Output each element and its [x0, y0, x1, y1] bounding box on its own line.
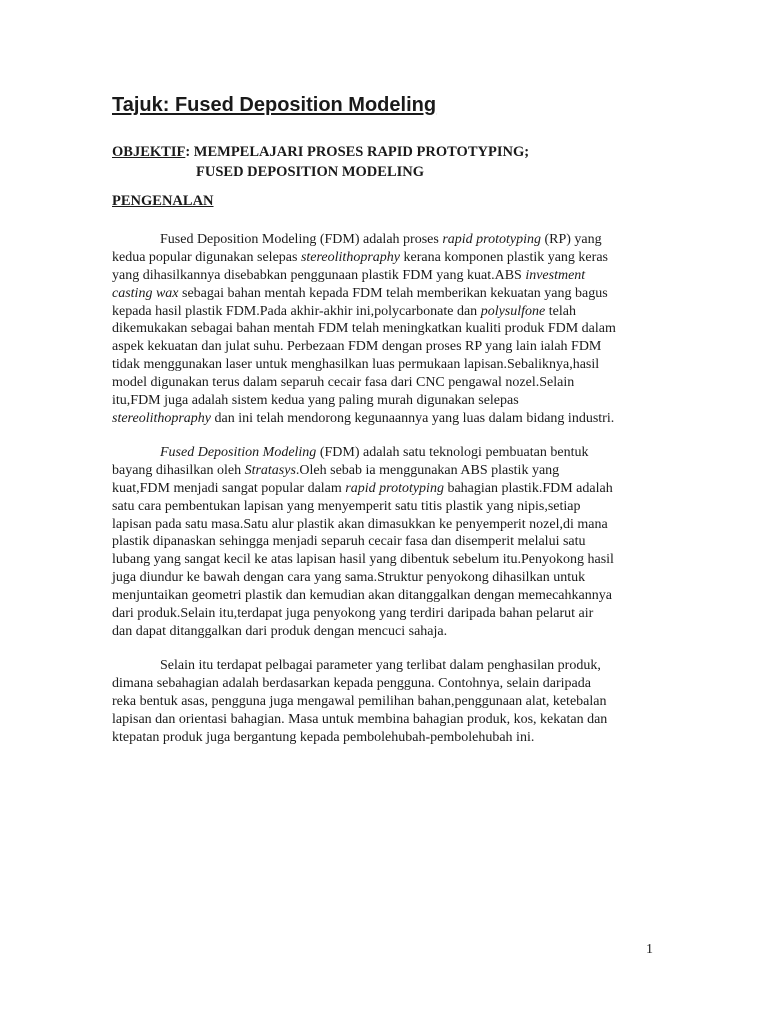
text-line: lubang yang sangat kecil ke atas lapisan hasil yang dibentuk sebelum itu.Penyokong hasil	[112, 552, 614, 568]
text-run: telah	[545, 303, 576, 319]
text-line: Selain itu terdapat pelbagai parameter yang terlibat dalam penghasilan produk,	[160, 658, 601, 673]
italic-term: stereolithopraphy	[300, 249, 400, 265]
objective-line-2: FUSED DEPOSITION MODELING	[196, 164, 425, 180]
text-run: dan ini telah mendorong kegunaannya yang luas dalam bidang industri.	[211, 410, 615, 426]
text-line: lapisan pada satu masa.Satu alur plastik akan dimasukkan ke penyemperit nozel,di mana	[112, 516, 608, 532]
text-line	[112, 444, 672, 462]
italic-term: Stratasys	[244, 462, 296, 478]
text-run: yang dihasilkannya disebabkan penggunaan plastik FDM yang kuat.ABS	[112, 267, 526, 283]
text-line	[112, 249, 672, 267]
text-line: ktepatan produk juga bergantung kepada pembolehubah-pembolehubah ini.	[112, 729, 535, 745]
text-line: dikemukakan sebagai bahan mentah FDM telah meningkatkan kualiti produk FDM dalam	[112, 321, 616, 337]
text-line: plastik dipanaskan sehingga menjadi separuh cecair fasa dan disemperit melalui satu	[112, 534, 586, 550]
objective-label: OBJEKTIF	[112, 144, 186, 160]
text-line: satu cara pembentukan lapisan yang menyemperit satu titis plastik yang nipis,setiap	[112, 498, 581, 514]
text-run: kuat,FDM menjadi sangat popular dalam	[112, 480, 346, 496]
text-run: (FDM) adalah satu teknologi pembuatan bentuk	[316, 445, 589, 460]
objective-block	[112, 142, 529, 182]
document-title: Tajuk: Fused Deposition Modeling	[112, 94, 437, 116]
text-line: dan dapat ditanggalkan dari produk dengan mencuci sahaja.	[112, 623, 448, 639]
text-run: sebagai bahan mentah kepada FDM telah memberikan kekuatan yang bagus	[178, 285, 608, 301]
italic-term: stereolithopraphy	[112, 410, 212, 426]
italic-term: investment	[525, 267, 586, 283]
paragraph-3	[112, 657, 672, 746]
text-line: menjuntaikan geometri plastik dan kemudian akan ditanggalkan dengan memecahkannya	[112, 588, 612, 604]
text-line	[112, 231, 672, 249]
objective-text-1: : MEMPELAJARI PROSES RAPID PROTOTYPING;	[185, 144, 530, 160]
text-line	[112, 267, 672, 285]
italic-term: casting wax	[112, 285, 179, 301]
italic-term: Fused Deposition Modeling	[160, 445, 317, 460]
text-line: dimana sebahagian adalah berdasarkan kepada pengguna. Contohnya, selain daripada	[112, 675, 591, 691]
section-heading: PENGENALAN	[112, 193, 214, 209]
text-line: juga diundur ke bawah dengan cara yang sama.Struktur penyokong dihasilkan untuk	[112, 570, 586, 586]
text-run: kedua popular digunakan selepas	[112, 249, 301, 265]
paragraph-2	[112, 444, 672, 641]
text-line: dari produk.Selain itu,terdapat juga penyokong yang terdiri daripada bahan pelarut air	[112, 606, 594, 622]
italic-term: rapid prototyping	[345, 480, 444, 496]
text-run: .Oleh sebab ia menggunakan ABS plastik yang	[295, 462, 560, 478]
italic-term: polysulfone	[480, 303, 546, 319]
text-line	[112, 480, 672, 498]
text-line	[112, 462, 672, 480]
text-line: aspek kekuatan dan julat suhu. Perbezaan FDM dengan proses RP yang lain ialah FDM	[112, 339, 602, 355]
page-number: 1	[646, 942, 653, 957]
text-line	[112, 410, 672, 428]
text-line: model digunakan terus dalam separuh cecair fasa dari CNC pengawal nozel.Selain	[112, 375, 575, 391]
text-line: reka bentuk asas, pengguna juga mengawal pemilihan bahan,penggunaan alat, ketebalan	[112, 693, 607, 709]
objective-line-1	[112, 142, 529, 162]
text-run: bayang dihasilkan oleh	[112, 462, 245, 478]
text-run: kepada hasil plastik FDM.Pada akhir-akhir ini,polycarbonate dan	[112, 303, 481, 319]
italic-term: rapid prototyping	[442, 232, 541, 247]
text-line: tidak menggunakan laser untuk menghasilkan luas permukaan lapisan.Sebaliknya,hasil	[112, 357, 600, 373]
text-run: kerana komponen plastik yang keras	[399, 249, 608, 265]
text-run: bahagian plastik.FDM adalah	[443, 480, 613, 496]
text-line	[112, 285, 672, 303]
paragraph-1	[112, 231, 672, 428]
text-run: (RP) yang	[540, 232, 602, 247]
text-run: Fused Deposition Modeling (FDM) adalah proses	[160, 232, 443, 247]
text-line: lapisan dan orientasi bahagian. Masa untuk membina bahagian produk, kos, kekatan dan	[112, 711, 608, 727]
text-line	[112, 303, 672, 321]
text-line: itu,FDM juga adalah sistem kedua yang paling murah digunakan selepas	[112, 393, 519, 409]
